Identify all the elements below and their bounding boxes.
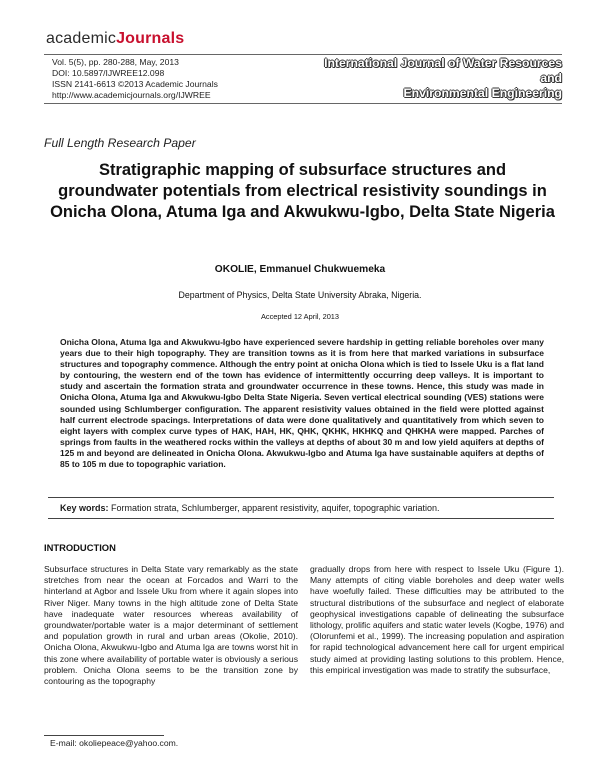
footnote-email: [50, 738, 178, 748]
keywords-text: Formation strata, Schlumberger, apparent resistivity, aquifer, topographic variation.: [111, 503, 440, 513]
affiliation: Department of Physics, Delta State University Abraka, Nigeria.: [178, 290, 422, 300]
meta-issn: ISSN 2141-6613 ©2013 Academic Journals: [52, 79, 218, 89]
journal-name-line2: Environmental Engineering: [403, 86, 562, 100]
paper-type: Full Length Research Paper: [44, 136, 196, 150]
email-address[interactable]: okoliepeace@yahoo.com.: [79, 738, 179, 748]
keywords-bottom-rule: [48, 518, 554, 519]
accepted-date: Accepted 12 April, 2013: [260, 312, 340, 321]
intro-column-right: gradually drops from here with respect to Issele Uku (Figure 1). Many attempts of citing viable boreholes and deep water wells have woefully failed. These difficulties may be attributed to the structural distributions of the subsurface and neglect of elaborate geophysical investigations capable of delineating the subsurface lithology, prolific aquifers and static water levels (Kogbe, 1976) and (Olorunfemi et al., 1999). The increasing population and aspiration for rapid technological advancement here call for urgent empirical study aimed at providing lasting solutions to this problem. Hence, this empirical investigation was made to stratify the subsurface,: [310, 564, 564, 675]
email-label: E-mail:: [50, 738, 77, 748]
meta-url[interactable]: http://www.academicjournals.org/IJWREE: [52, 90, 211, 100]
publisher-logo: [46, 30, 184, 48]
intro-column-left: Subsurface structures in Delta State vary remarkably as the state stretches from near the ocean at Forcados and Warri to the hinterland at Agbor and Issele Uku from where it again slopes into River Niger. Many towns in the high altitude zone of Delta State have inadequate water resources whereas availability of groundwater/portable water is a major determinant of settlement and population growth in rural and urban areas (Okolie, 2010). Onicha Olona, Akwukwu-Igbo and Atuma Iga are towns worst hit in this zone where availability of portable water is obviously a serious problem. Onicha Olona seems to be the transition zone by contouring as the topography: [44, 564, 298, 687]
footnote-rule: [44, 735, 164, 736]
author: OKOLIE, Emmanuel Chukwuemeka: [214, 264, 386, 275]
section-heading-introduction: INTRODUCTION: [44, 542, 116, 553]
journal-name: [300, 56, 562, 101]
journal-meta: [52, 57, 218, 101]
keywords: [60, 503, 440, 513]
logo-academic: academic: [46, 30, 117, 47]
abstract: Onicha Olona, Atuma Iga and Akwukwu-Igbo have experienced severe hardship in getting reliable boreholes over many years due to their high topography. They are transition towns as it is from here that marked variations in subsurface structures and topography commence. Although the entry point at onicha Olona which is tied to Issele Uku is a flat land by contouring, the western end of the town has evidence of intermittently occurring deep valleys. It is important to study and ascertain the formation strata and groundwater occurrence in these towns. Hence, this study was made in Onicha Olona, Atuma Iga and Akwukwu-Igbo Delta State Nigeria. Seven vertical electrical sounding (VES) stations were sounded using Schlumberger configuration. The apparent resistivity values obtained in the field were plotted against half current electrode spacings. Interpretations of data were done qualitatively and quantitatively from which seven to eight layers with complex curve types of HAK, HAH, HK, QHK, QKHK, HKHKQ and QHKHA were mapped. Parches of springs from faults in the weathered rocks within the valleys at depths of about 30 m and low yield aquifers at depths of 125 m and beyond are delineated in Onicha Olona. Akwukwu-Igbo and Atuma Iga have sustainable aquifers at depths of 85 to 105 m due to topographic variation.: [60, 337, 544, 470]
meta-doi: DOI: 10.5897/IJWREE12.098: [52, 68, 165, 78]
keywords-label: Key words:: [60, 503, 109, 513]
paper-title: Stratigraphic mapping of subsurface structures and groundwater potentials from electrical resistivity soundings in Onicha Olona, Atuma Iga and Akwukwu-Igbo, Delta State Nigeria: [50, 161, 555, 221]
meta-volume: Vol. 5(5), pp. 280-288, May, 2013: [52, 57, 179, 67]
journal-name-line1: International Journal of Water Resources and: [324, 56, 562, 85]
keywords-top-rule: [48, 497, 554, 498]
logo-journals: Journals: [116, 30, 185, 47]
